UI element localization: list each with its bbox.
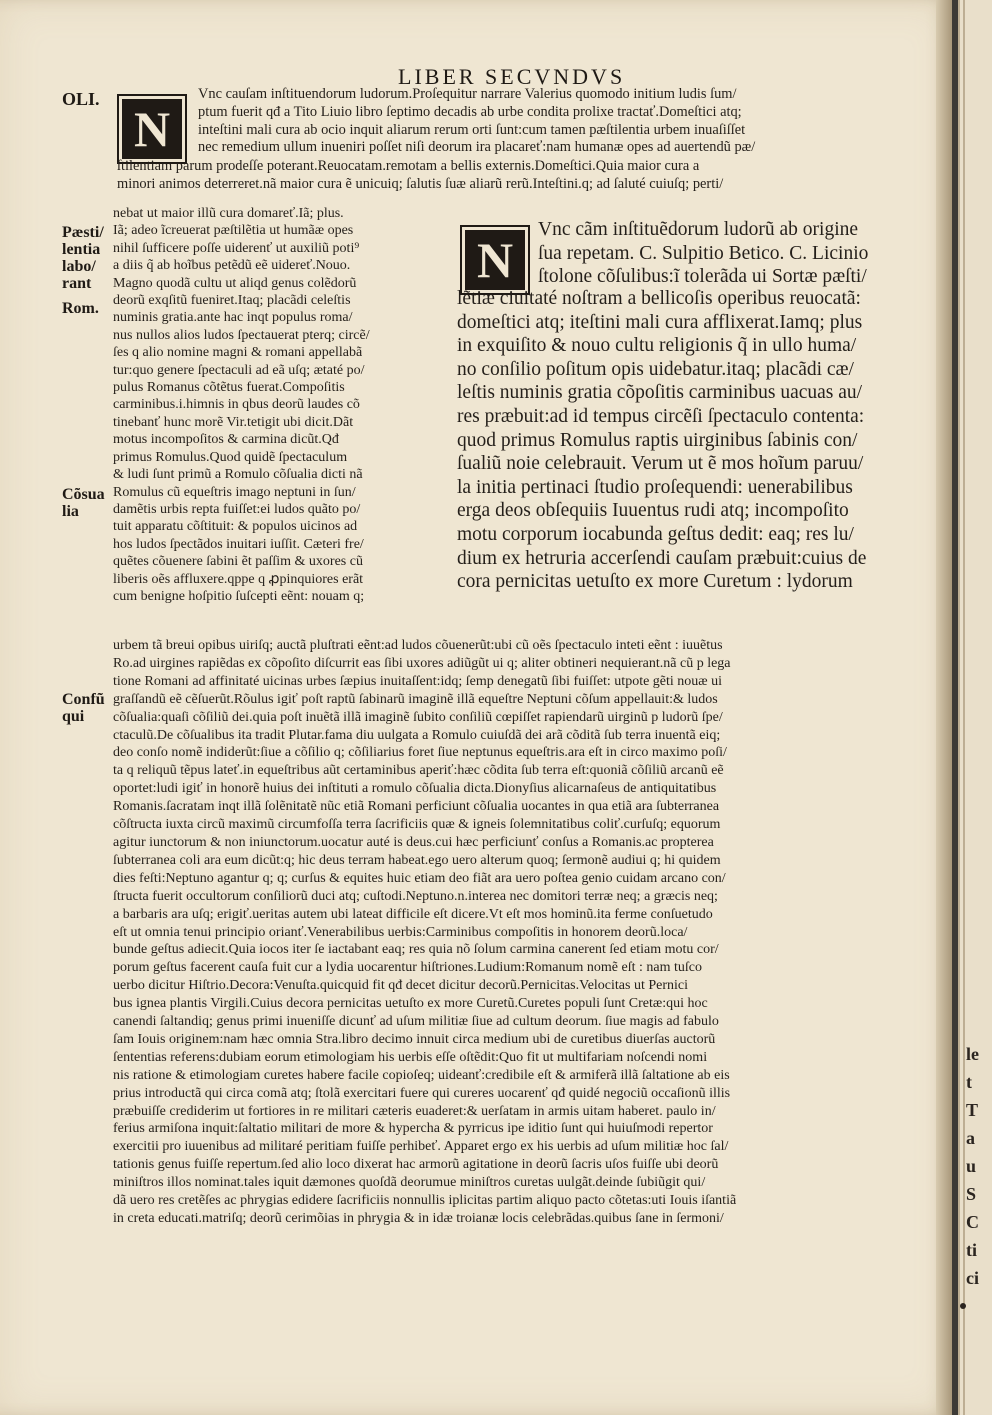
side-note-consualia: Cõsua lia (62, 486, 105, 520)
commentary-wide-lines: ſtilentiam parum prodeſſe poterant.Reuocatam.remotam a bellis externis.Domeſtici.Quia maior cura a minori animos deterreret.nã maior cura ẽ unicuiq; ſalutis ſuæ aliarũ rerũ.Inteſtini.q; ad ſaluté cuiuſq; perti/ (117, 158, 724, 192)
book-gutter (936, 0, 952, 1415)
decorated-initial-text: N (460, 225, 530, 295)
facing-letter: ti (966, 1240, 977, 1260)
facing-page-letters (966, 1040, 979, 1292)
facing-letter: u (966, 1156, 977, 1176)
commentary-narrow-column: nebat ut maior illũ cura domareť.Iã; plus. Iã; adeo ĩcreuerat pæſtilẽtia ut humãæ opes nihil ſufficere poſſe uiderenť ut auxiliũ poti⁹ a diis q̃ ab hoĩbus petẽdũ eẽ uidereť.Nouo. Magno quodã cultu ut aliqd genus colẽdorũ deorũ exqſitũ fueniret.Itaq; placãdi celeſtis numinis gratia.ante hac inqt populus roma/ nus nullos alios ludos ſpectauerat pterq; circẽ/ ſes q alio nomine magni & romani appellabã tur:quo genere ſpectaculi ad eã uſq; ætaté po/ pulus Romanus cõtẽtus fuerat.Compoſitis carminibus.i.himnis in qbus deorũ laudes cõ tinebanť hunc morẽ Vir.tetigit ubi dicit.Dãt motus incompoſitos & carmina dicũt.Qđ primus Romulus.Quod quidẽ ſpectaculum & ludi ſunt primũ a Romulo cõſualia dicti nã Romulus cũ equeſtris imago neptuni in ſun/ damẽtis urbis repta fuiſſet:ei ludos quãto po/ tuit apparatu cõſtituit: & populos uicinos ad hos ludos ſpectãdos inuitari iuſſit. Cæteri fre/ quẽtes cõuenere ſabini ẽt paſſim & uxores cũ liberis oẽs affluxere.qppe q ꝓpinquiores erãt cum benigne hoſpitio ſuſcepti eẽnt: nouam q; (113, 206, 370, 604)
facing-letter: T (966, 1100, 979, 1120)
side-note-oli: OLI. (62, 89, 100, 109)
running-head: LIBER SECVNDVS (398, 64, 626, 89)
main-text-opening: Vnc cãm inſtituẽdorum ludorũ ab origine ſua repetam. C. Sulpitio Betico. C. Licinio ſtolone cõſulibus:ĩ tolerãda ui Sortæ pæſti/ (538, 219, 869, 288)
ink-dot (960, 1303, 966, 1309)
side-note-rom: Rom. (62, 300, 99, 317)
commentary-full-width: urbem tã breui opibus uiriſq; auctã pluſtrati eẽnt:ad ludos cõuenerũt:ubi cũ oẽs ſpectaculo inteti eẽnt : iuuẽtus Ro.ad uirgines rapiẽdas ex cõpoſito diſcurrit eas ſibi uxores adiũgũt ui q; aliter obtineri nequierant.nã cũ p lega tione Romani ad affinitaté uicinas urbes ſæpius inuitaſſent:idq; ſemp denegatũ ſibi fuiſſet: utpote gẽti nouæ ui graſſandũ eẽ cẽſuerũt.Rõulus igiť poſt raptũ ſabinarũ imaginẽ illã equeſtre Neptuni cõſum appellauit:& ludos cõſualia:quaſi cõſiliũ dei.quia poſt inuẽtã illã imaginẽ ſubito conſiliũ cœpiſſet rapiendarũ uirginũ p ludorũ ſpe/ ctaculũ.De cõſualibus ita tradit Plutar.fama diu uulgata a Romulo cuiuſdã dei arã cõditã ſub terra inuentã eiq; deo conſo nomẽ indiderũt:ſiue a cõſilio q; cõſiliarius foret ſiue neptunus equeſtris.ara eſt in circo maximo poſi/ ta q reliquũ tẽpus lateť.in equeſtribus aũt certaminibus aperiť:hæc cõdita ſub terra eſt:quoniã cõſiliũ arcanũ eẽ oportet:ludi igiť in honorẽ huius dei inſtituti a romulo cõſualia dicta.Dionyſius alicarnaſeus de antiquitatibus Romanis.ſacratam inqt illã ſolẽnitatẽ nũc etiã Romani perficiunt cõſualia uocantes in qua etiã ara ſubterranea cõſtructa iuxta circũ maximũ circumfoſſa terra ſacrificiis quæ & igneis ſolemnitatibus coliť.curſuſq; equorum agitur iunctorum & non iniunctorum.uocatur auté is deus.cui hæc perficiunť conſus a Romanis.ac propterea ſubterranea coli ara eum dicũt:q; hic deus terram habeat.ego uero alterum quoq; ſermonẽ audiui q; hi quidem dies feſti:Neptuno agantur q; q; curſus & equites huic etiam deo fiãt ara uero poſtea genio cuidam arcano con/ ſtructa fuerit occultorum conſiliorũ duci atq; cuſtodi.Neptuno.n.interea nec domitori terræ neq; a græcis neq; a barbaris ara uſq; erigiť.ueritas autem ubi lateat difficile eſt dicere.Vt eſt mos hominũ.ita ferme conſuetudo eſt ut omnia tenui principio orianť.Venerabilibus uerbis:Carminibus compoſitis in honorem deorũ.loca/ bunde geſtus adiecit.Quia iocos iter ſe iactabant eaq; res quia nõ ſolum carmina canerent ſed etiam motu cor/ porum geſtus facerent cauſa fuit cur a lydia uocarentur hiſtriones.Ludium:Romanum nomẽ eſt : nam tuſco uerbo dicitur Hiſtrio.Decora:Venuſta.quicquid fit qđ decet dicitur decorũ.Pernicitas.Velocitas ut Pernici bus ignea plantis Virgili.Cuius decora pernicitas uetuſto ex more Curetũ.Curetes populi ſunt Cretæ:qui hoc canendi ſaltandiq; genus primi inueniſſe dicunť ad uſum militiæ ſiue ad cultum deorum. ſiue magis ad fabulo ſam Iouis originem:nam hæc omnia Stra.libro decimo innuit circa medium ubi de curetibus diuerſas auctorũ ſententias referens:dubiam eorum etimologiam his uerbis eſſe oſtẽdit:Quo fit ut multifariam noſcendi nomi nis ratione & etimologiam curetes habere facile copioſeq; uideanť:credibile eſt & armiferã illã ſaltatione ab eis prius introductã qui circa comã atq; ſtolã exercitari fuere qui cureres uocarenť qđ quidé negociũ occaſionũ illis præbuiſſe crediderim ut fortiores in re militari cæteris euaderet:& uerſatam in armis uitam haberet. paulo in/ ferius armiſona inquit:ſaltatio militari de more & hypercha & pyrricus ipe iditio ſunt qui huiuſmodi repertor exercitii pro iuuenibus ad militaré peritiam fuiſſe perhibeť. Apparet ergo ex his uerbis ad uſum militiæ hoc ſal/ tationis genus fuiſſe repertum.ſed alio loco dixerat hac armorũ agitatione in deorũ ſacris uſos fuiſſe ubi deorũ miniſtros illos nominat.tales iquit dæmones quoſdã deorumue miniſtros curetas uulgãt.deinde ſubiũgit qui/ dã uero res cretẽſes ac phrygias edidere ſacrificiis nonnullis iplicitas partim aliquo pacto cõtetas:uti Iouis iſantiã in creta educati.matriſq; deorũ cerimõias in phrygia & in idæ troianæ locis celebrãdas.quibus ſane in ſermoni/ (113, 638, 737, 1226)
decorated-initial-commentary: N (117, 94, 187, 164)
facing-letter: le (966, 1044, 979, 1064)
main-text-body: lẽtiæ ciuitaté noſtram a bellicoſis operibus reuocatã: domeſtici atq; iteſtini mali cura afflixerat.Iamq; plus in exquiſito & nouo cultu religionis q̃ in ullo huma/ no conſilio poſitum opis uidebatur.itaq; placãdi cæ/ leſtis numinis gratia cõpoſitis carminibus uacuas au/ res præbuit:ad id tempus circẽſi ſpectaculo contenta: quod primus Romulus raptis uirginibus ſabinis con/ ſualiũ noie celebrauit. Verum ut ẽ mos hoĩum paruu/ la initia pertinaci ſtudio proſequendi: uenerabilibus erga deos obſequiis Iuuentus rudi atq; incompoſito motu corporum iocabunda geſtus dedit: eaq; res lu/ dium ex hetruria accerſendi cauſam præbuit:cuius de cora pernicitas uetuſto ex more Curetum : lydorum (457, 288, 867, 593)
side-note-consu-qui: Confũ qui (62, 691, 105, 725)
facing-letter: a (966, 1128, 975, 1148)
side-note-paestilentia: Pæsti/ lentia labo/ rant (62, 224, 104, 292)
facing-letter: C (966, 1212, 979, 1232)
commentary-opening: Vnc cauſam inſtituendorum ludorum.Proſequitur narrare Valerius quomodo initium ludis ſum/ ptum fuerit qđ a Tito Liuio libro ſeptimo decadis ab urbe condita prolixe tractať.Domeſtici atq; inteſtini mali cura ab ocio inquit aliarum rerum orti ſunt:cum tamen pæſtilentia urbem inuaſiſſet nec remedium ullum inueniri poſſet niſi deorum ira placareť:nam humanæ opes ad auertendũ pæ/ (198, 86, 756, 156)
facing-page-edge (958, 0, 992, 1415)
facing-letter: t (966, 1072, 972, 1092)
facing-letter: S (966, 1184, 977, 1204)
facing-letter: ci (966, 1268, 979, 1288)
